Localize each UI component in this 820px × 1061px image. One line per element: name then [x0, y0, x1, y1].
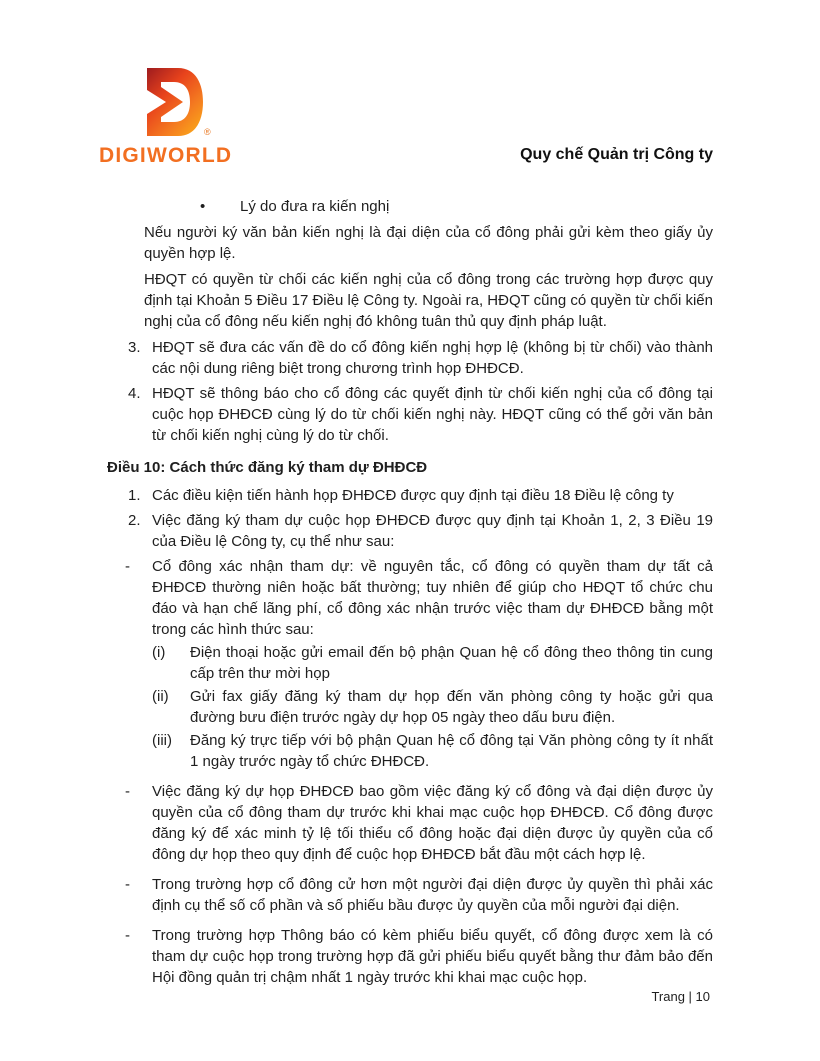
list-text: Gửi fax giấy đăng ký tham dự họp đến văn phòng công ty hoặc gửi qua đường bưu điện trước ngày dự họp 05 ngày theo dấu bưu điện. — [190, 688, 713, 726]
dash-marker: - — [125, 927, 130, 944]
list-number: 1. — [128, 487, 141, 504]
list-text: Cổ đông xác nhận tham dự: về nguyên tắc, cổ đông có quyền tham dự tất cả ĐHĐCĐ thường niên hoặc bất thường; tuy nhiên để giúp cho HĐQT tổ chức chu đáo và hạn chế lãng phí, cổ đông xác nhận trước việc tham dự ĐHĐCĐ bằng một trong các hình thức sau: — [152, 558, 713, 638]
roman-item — [107, 730, 713, 772]
bullet-marker: • — [200, 198, 206, 215]
list-text: Việc đăng ký dự họp ĐHĐCĐ bao gồm việc đăng ký cổ đông và đại diện được ủy quyền của cổ đông tham dự trước khi khai mạc cuộc họp ĐHĐCĐ. Cổ đông được đăng ký để xác minh tỷ lệ tối thiểu cổ đông hoặc đại diện được ủy quyền của cổ đông dự họp theo quy định để cuộc họp ĐHĐCĐ bắt đầu một cách hợp lệ. — [152, 783, 713, 863]
dash-item — [107, 781, 713, 865]
logo-wordmark: DIGIWORLD — [99, 144, 233, 167]
list-text: Trong trường hợp cổ đông cử hơn một người đại diện được ủy quyền thì phải xác định cụ thể số cổ phần và số phiếu bầu được ủy quyền của mỗi người đại diện. — [152, 876, 713, 914]
list-number: 4. — [128, 385, 141, 402]
numbered-item — [107, 485, 713, 506]
list-text: Trong trường hợp Thông báo có kèm phiếu biểu quyết, cổ đông được xem là có tham dự cuộc họp trong trường hợp đã gửi phiếu biểu quyết bằng thư đảm bảo đến Hội đồng quản trị chậm nhất 1 ngày trước khi khai mạc cuộc họp. — [152, 927, 713, 986]
dash-item — [107, 925, 713, 988]
document-title: Quy chế Quản trị Công ty — [520, 146, 713, 163]
dash-item — [107, 556, 713, 640]
numbered-item — [107, 383, 713, 446]
page-number: Trang | 10 — [651, 989, 710, 1004]
registered-trademark-icon: ® — [204, 127, 211, 137]
list-text: HĐQT sẽ thông báo cho cổ đông các quyết định từ chối kiến nghị của cổ đông tại cuộc họp ĐHĐCĐ cùng lý do từ chối kiến nghị này. HĐQT cũng có thể gởi văn bản từ chối kiến nghị cùng lý do từ chối. — [152, 385, 713, 444]
roman-marker: (i) — [152, 644, 166, 661]
dash-marker: - — [125, 783, 130, 800]
list-number: 3. — [128, 339, 141, 356]
list-text: Các điều kiện tiến hành họp ĐHĐCĐ được quy định tại điều 18 Điều lệ công ty — [152, 487, 674, 504]
digiworld-logo-icon — [145, 68, 203, 136]
list-text: Điện thoại hoặc gửi email đến bộ phận Quan hệ cổ đông theo thông tin cung cấp trên thư mời họp — [190, 644, 713, 682]
section-heading: Điều 10: Cách thức đăng ký tham dự ĐHĐCĐ — [107, 459, 428, 476]
numbered-item — [107, 337, 713, 379]
list-text: Đăng ký trực tiếp với bộ phận Quan hệ cổ đông tại Văn phòng công ty ít nhất 1 ngày trước ngày tổ chức ĐHĐCĐ. — [190, 732, 713, 770]
list-text: HĐQT sẽ đưa các vấn đề do cổ đông kiến nghị hợp lệ (không bị từ chối) vào thành các nội dung riêng biệt trong chương trình họp ĐHĐCĐ. — [152, 339, 713, 377]
dash-marker: - — [125, 558, 130, 575]
bullet-text: Lý do đưa ra kiến nghị — [240, 198, 390, 215]
list-number: 2. — [128, 512, 141, 529]
roman-item — [107, 686, 713, 728]
dash-marker: - — [125, 876, 130, 893]
document-body — [107, 196, 713, 997]
list-text: Việc đăng ký tham dự cuộc họp ĐHĐCĐ được quy định tại Khoản 1, 2, 3 Điều 19 của Điều lệ Công ty, cụ thể như sau: — [152, 512, 713, 550]
paragraph: Nếu người ký văn bản kiến nghị là đại diện của cổ đông phải gửi kèm theo giấy ủy quyền hợp lệ. — [144, 224, 713, 262]
roman-marker: (ii) — [152, 688, 169, 705]
paragraph: HĐQT có quyền từ chối các kiến nghị của cổ đông trong các trường hợp được quy định tại Khoản 5 Điều 17 Điều lệ Công ty. Ngoài ra, HĐQT cũng có quyền từ chối kiến nghị của cổ đông nếu kiến nghị đó không tuân thủ quy định pháp luật. — [144, 271, 713, 330]
digiworld-logo — [99, 68, 249, 167]
roman-marker: (iii) — [152, 732, 172, 749]
dash-item — [107, 874, 713, 916]
numbered-item — [107, 510, 713, 552]
roman-item — [107, 642, 713, 684]
bullet-item — [200, 196, 713, 217]
